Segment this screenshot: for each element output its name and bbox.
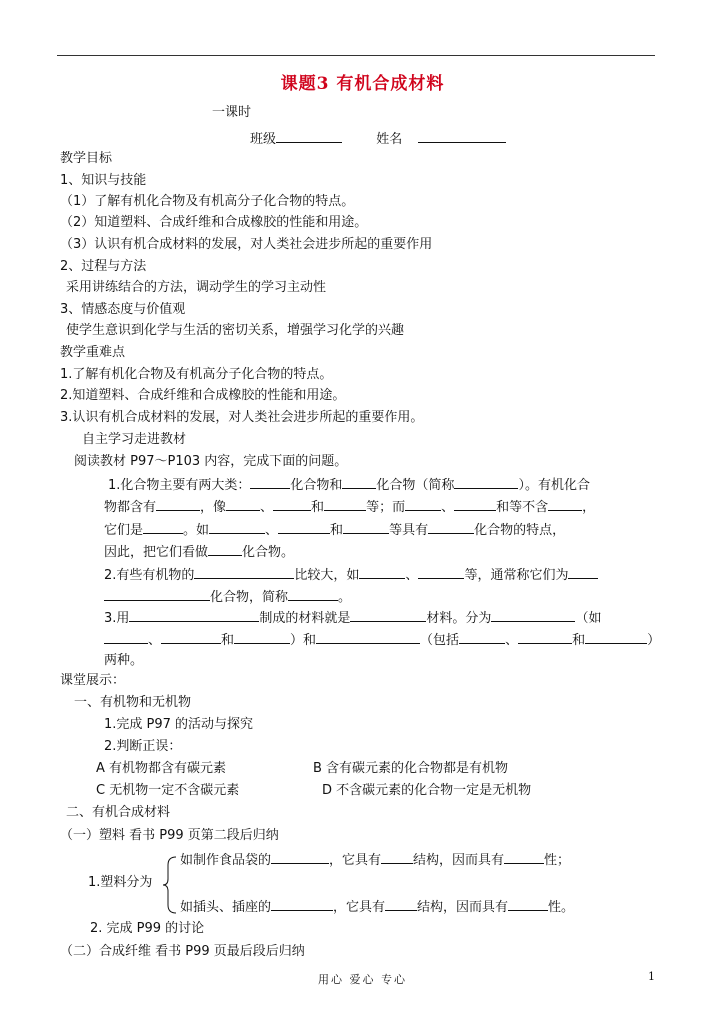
plastics-heading: （一）塑料 看书 P99 页第二段后归纳 — [60, 828, 279, 843]
objectives-heading: 教学目标 — [60, 151, 113, 166]
document-title: 课题3 有机合成材料 — [280, 74, 445, 94]
page-number: 1 — [648, 970, 655, 983]
q2-line-1: 2.有些有机物的 比较大，如 、 等，通常称它们为 — [104, 565, 598, 585]
process-item-1: 采用讲练结合的方法，调动学生的学习主动性 — [66, 280, 327, 295]
plastic-category-label: 1.塑料分为 — [88, 875, 153, 890]
classroom-heading: 课堂展示： — [60, 673, 126, 688]
key-point-2: 2.知道塑料、合成纤维和合成橡胶的性能和用途。 — [60, 388, 346, 403]
option-b: B 含有碳元素的化合物都是有机物 — [313, 761, 509, 776]
plastic-row-2: 如插头、插座的 ，它具有 结构，因而具有 性。 — [180, 897, 574, 917]
fibers-heading: （二）合成纤维 看书 P99 页最后段后归纳 — [60, 944, 305, 959]
knowledge-item-2: （2）知道塑料、合成纤维和合成橡胶的性能和用途。 — [60, 215, 368, 230]
discussion-item: 2. 完成 P99 的讨论 — [90, 921, 205, 936]
key-point-1: 1.了解有机化合物及有机高分子化合物的特点。 — [60, 367, 333, 382]
knowledge-item-3: （3）认识有机合成材料的发展，对人类社会进步所起的重要作用 — [60, 237, 433, 252]
emotion-item-1: 使学生意识到化学与生活的密切关系，增强学习化学的兴趣 — [66, 323, 405, 338]
knowledge-heading: 1、知识与技能 — [60, 173, 147, 188]
emotion-heading: 3、情感态度与价值观 — [60, 302, 186, 317]
self-study-intro: 阅读教材 P97～P103 内容，完成下面的问题。 — [74, 454, 348, 469]
q1-line-3: 它们是 。如 、 和 等具有 化合物的特点， — [104, 520, 565, 540]
lesson-hours: 一课时 — [212, 105, 252, 120]
key-point-3: 3.认识有机合成材料的发展，对人类社会进步所起的重要作用。 — [60, 410, 424, 425]
class-name-line: 班级 姓名 — [250, 129, 506, 149]
option-c: C 无机物一定不含碳元素 — [96, 783, 240, 798]
section-1-item-1: 1.完成 P97 的活动与探究 — [104, 717, 254, 732]
plastic-row-1: 如制作食品袋的 ，它具有 结构，因而具有 性； — [180, 850, 570, 870]
knowledge-item-1: （1）了解有机化合物及有机高分子化合物的特点。 — [60, 194, 355, 209]
option-d: D 不含碳元素的化合物一定是无机物 — [322, 783, 532, 798]
curly-brace-icon — [162, 855, 178, 915]
self-study-heading: 自主学习走进教材 — [82, 432, 187, 447]
q1-line-1: 1.化合物主要有两大类： 化合物和 化合物（简称 ）。有机化合 — [108, 475, 590, 495]
section-1-item-2: 2.判断正误： — [104, 739, 182, 754]
key-points-heading: 教学重难点 — [60, 345, 126, 360]
q1-line-4: 因此，把它们看做 化合物。 — [104, 542, 294, 562]
section-1-heading: 一、有机物和无机物 — [74, 695, 192, 710]
option-a: A 有机物都含有碳元素 — [96, 761, 227, 776]
q3-line-1: 3.用 制成的材料就是 材料。分为 （如 — [104, 608, 601, 628]
process-heading: 2、过程与方法 — [60, 259, 147, 274]
section-2-heading: 二、有机合成材料 — [66, 805, 171, 820]
q3-line-3: 两种。 — [104, 653, 144, 668]
header-rule — [57, 55, 655, 56]
q1-line-2: 物都含有 ，像 、 和 等；而 、 和等不含 ， — [104, 497, 595, 517]
q2-line-2: 化合物，简称 。 — [104, 587, 351, 607]
q3-line-2: 、 和 ）和 （包括 、 和 ） — [104, 630, 660, 650]
footer-motto: 用心 爱心 专心 — [318, 973, 407, 986]
